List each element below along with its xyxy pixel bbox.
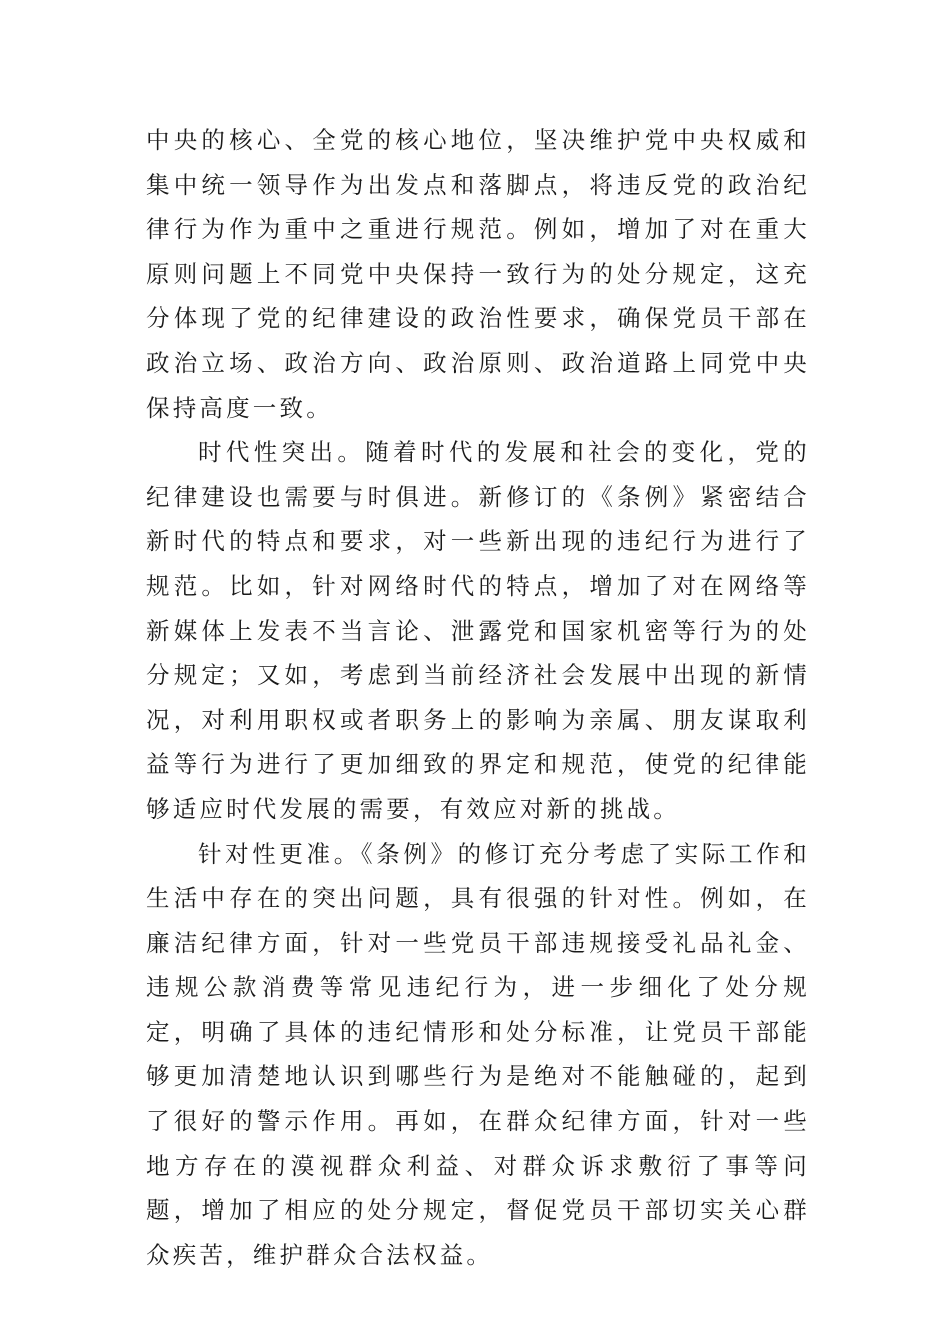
document-body bbox=[146, 118, 810, 1277]
paragraph-targeted: 针对性更准。《条例》的修订充分考虑了实际工作和生活中存在的突出问题，具有很强的针对性。例如，在廉洁纪律方面，针对一些党员干部违规接受礼品礼金、违规公款消费等常见违纪行为，进一步细化了处分规定，明确了具体的违纪情形和处分标准，让党员干部能够更加清楚地认识到哪些行为是绝对不能触碰的，起到了很好的警示作用。再如，在群众纪律方面，针对一些地方存在的漠视群众利益、对群众诉求敷衍了事等问题，增加了相应的处分规定，督促党员干部切实关心群众疾苦，维护群众合法权益。 bbox=[146, 839, 810, 1269]
paragraph-political-discipline: 中央的核心、全党的核心地位，坚决维护党中央权威和集中统一领导作为出发点和落脚点，将违反党的政治纪律行为作为重中之重进行规范。例如，增加了对在重大原则问题上不同党中央保持一致行为的处分规定，这充分体现了党的纪律建设的政治性要求，确保党员干部在政治立场、政治方向、政治原则、政治道路上同党中央保持高度一致。 bbox=[146, 126, 810, 422]
paragraph-timeliness: 时代性突出。随着时代的发展和社会的变化，党的纪律建设也需要与时俱进。新修订的《条例》紧密结合新时代的特点和要求，对一些新出现的违纪行为进行了规范。比如，针对网络时代的特点，增加了对在网络等新媒体上发表不当言论、泄露党和国家机密等行为的处分规定；又如，考虑到当前经济社会发展中出现的新情况，对利用职权或者职务上的影响为亲属、朋友谋取利益等行为进行了更加细致的界定和规范，使党的纪律能够适应时代发展的需要，有效应对新的挑战。 bbox=[146, 438, 810, 823]
